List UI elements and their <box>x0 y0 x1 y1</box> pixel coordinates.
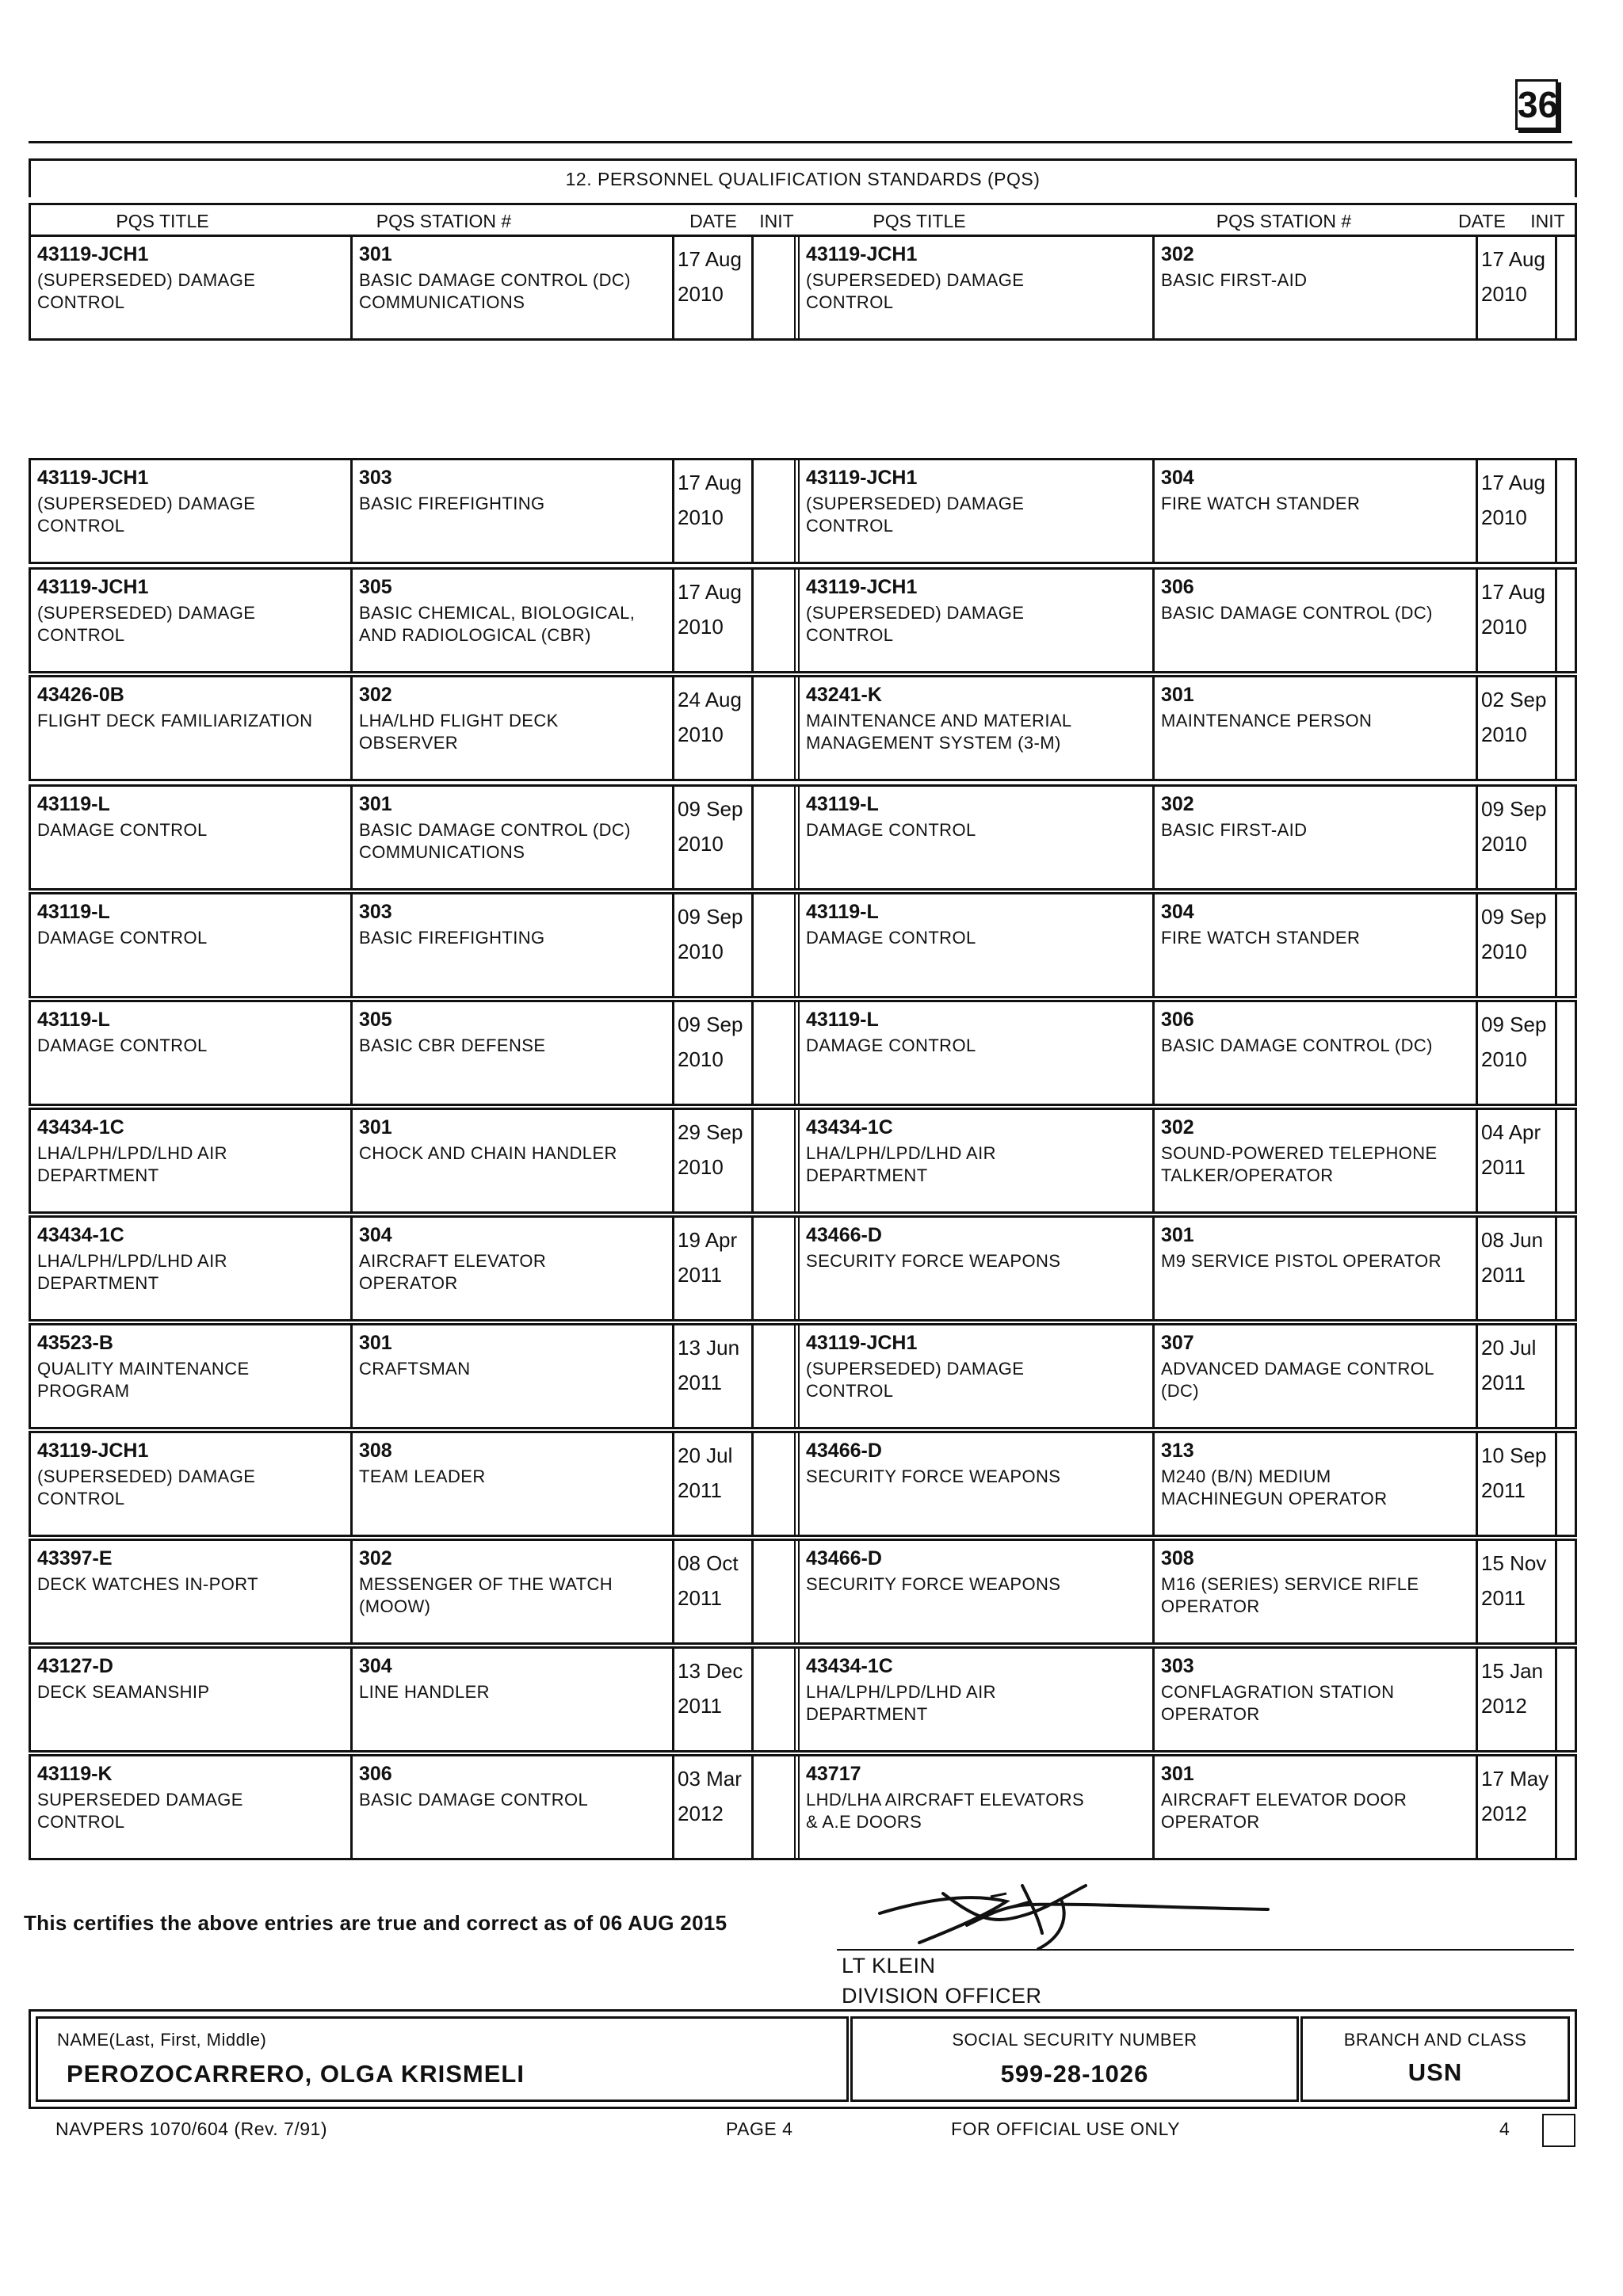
header-date-left: DATE <box>689 211 737 231</box>
init-cell <box>1557 1218 1575 1319</box>
table-row <box>29 1539 1577 1645</box>
pqs-title-cell <box>31 237 353 338</box>
station-number: 303 <box>1161 1655 1194 1677</box>
date-cell <box>1478 1325 1557 1427</box>
station-number: 306 <box>359 1763 392 1785</box>
pqs-code: 43119-L <box>37 901 110 923</box>
station-number: 301 <box>359 243 392 265</box>
pqs-code: 43119-JCH1 <box>37 243 149 265</box>
qualification-date: 09 Sep 2010 <box>1481 797 1547 856</box>
station-description: BASIC FIREFIGHTING <box>359 928 545 948</box>
qualification-date: 20 Jul 2011 <box>1481 1336 1537 1394</box>
footer-checkbox[interactable] <box>1542 2114 1575 2147</box>
station-number: 306 <box>1161 1009 1194 1031</box>
pqs-code: 43119-L <box>37 793 110 815</box>
init-cell <box>754 1325 800 1427</box>
footer-page-number: 4 <box>1499 2119 1510 2139</box>
station-number: 302 <box>359 1547 392 1569</box>
table-row <box>29 1754 1577 1860</box>
station-description: LINE HANDLER <box>359 1682 490 1702</box>
pqs-title: (SUPERSEDED) DAMAGE CONTROL <box>37 494 256 536</box>
qualification-date: 02 Sep 2010 <box>1481 688 1547 746</box>
pqs-title-cell <box>31 460 353 562</box>
station-description: FIRE WATCH STANDER <box>1161 494 1361 513</box>
header-pqs-title-right: PQS TITLE <box>873 211 966 231</box>
pqs-code: 43119-JCH1 <box>37 1440 149 1462</box>
station-description: CRAFTSMAN <box>359 1359 471 1379</box>
table-row <box>29 1108 1577 1214</box>
pqs-title-cell <box>31 1433 353 1535</box>
init-cell <box>754 1649 800 1750</box>
table-row <box>29 784 1577 891</box>
pqs-code: 43119-JCH1 <box>806 1332 918 1354</box>
header-init-left: INIT <box>759 211 794 231</box>
date-cell <box>674 570 754 671</box>
section-title: 12. PERSONNEL QUALIFICATION STANDARDS (PQS) <box>29 158 1577 197</box>
pqs-title: DECK SEAMANSHIP <box>37 1682 210 1702</box>
date-cell <box>674 787 754 888</box>
pqs-title-cell <box>800 1110 1155 1211</box>
init-cell <box>754 460 800 562</box>
station-number: 304 <box>359 1655 392 1677</box>
footer-page: PAGE 4 <box>726 2119 793 2139</box>
init-cell <box>1557 787 1575 888</box>
station-description: BASIC CBR DEFENSE <box>359 1035 546 1055</box>
pqs-code: 43241-K <box>806 684 882 706</box>
date-cell <box>674 677 754 779</box>
table-row <box>29 1215 1577 1322</box>
pqs-title: LHA/LPH/LPD/LHD AIR DEPARTMENT <box>37 1251 227 1293</box>
station-description: BASIC FIREFIGHTING <box>359 494 545 513</box>
station-number: 304 <box>1161 901 1194 923</box>
station-number: 304 <box>359 1224 392 1246</box>
pqs-title: LHD/LHA AIRCRAFT ELEVATORS & A.E DOORS <box>806 1790 1085 1832</box>
station-description: LHA/LHD FLIGHT DECK OBSERVER <box>359 711 559 753</box>
pqs-title: SUPERSEDED DAMAGE CONTROL <box>37 1790 243 1832</box>
pqs-station-cell <box>353 677 674 779</box>
pqs-code: 43434-1C <box>37 1116 124 1138</box>
station-number: 303 <box>359 467 392 489</box>
pqs-code: 43397-E <box>37 1547 113 1569</box>
pqs-code: 43119-L <box>806 793 879 815</box>
init-cell <box>754 677 800 779</box>
station-number: 301 <box>359 1332 392 1354</box>
certification-statement: This certifies the above entries are true and correct as of 06 AUG 2015 <box>24 1911 727 1935</box>
init-cell <box>754 1218 800 1319</box>
station-number: 306 <box>1161 576 1194 598</box>
station-number: 308 <box>359 1440 392 1462</box>
station-description: MAINTENANCE PERSON <box>1161 711 1373 730</box>
qualification-date: 09 Sep 2010 <box>1481 1013 1547 1071</box>
pqs-code: 43119-JCH1 <box>37 467 149 489</box>
qualification-date: 19 Apr 2011 <box>678 1228 738 1287</box>
pqs-title: DAMAGE CONTROL <box>806 820 976 840</box>
station-description: CHOCK AND CHAIN HANDLER <box>359 1143 617 1163</box>
pqs-station-cell <box>353 1756 674 1858</box>
ssn-value: 599-28-1026 <box>1000 2060 1149 2088</box>
pqs-station-cell <box>353 1110 674 1211</box>
pqs-station-cell <box>1155 894 1478 996</box>
pqs-code: 43127-D <box>37 1655 113 1677</box>
pqs-station-cell <box>1155 1649 1478 1750</box>
pqs-title: DAMAGE CONTROL <box>37 1035 208 1055</box>
name-label: NAME(Last, First, Middle) <box>57 2030 267 2050</box>
pqs-title-cell <box>31 1325 353 1427</box>
table-row <box>29 675 1577 781</box>
pqs-station-cell <box>1155 1756 1478 1858</box>
station-description: M9 SERVICE PISTOL OPERATOR <box>1161 1251 1442 1271</box>
pqs-code: 43119-L <box>806 1009 879 1031</box>
qualification-date: 04 Apr 2011 <box>1481 1120 1541 1179</box>
station-number: 307 <box>1161 1332 1194 1354</box>
init-cell <box>1557 460 1575 562</box>
init-cell <box>754 1002 800 1104</box>
station-number: 313 <box>1161 1440 1194 1462</box>
station-description: M16 (SERIES) SERVICE RIFLE OPERATOR <box>1161 1574 1419 1616</box>
form-number: NAVPERS 1070/604 (Rev. 7/91) <box>55 2119 327 2139</box>
qualification-date: 13 Dec 2011 <box>678 1659 743 1718</box>
pqs-station-cell <box>1155 1541 1478 1642</box>
pqs-title: (SUPERSEDED) DAMAGE CONTROL <box>806 494 1025 536</box>
pqs-title: DAMAGE CONTROL <box>37 928 208 948</box>
station-description: BASIC FIRST-AID <box>1161 820 1308 840</box>
pqs-title: SECURITY FORCE WEAPONS <box>806 1466 1061 1486</box>
pqs-title-cell <box>800 677 1155 779</box>
pqs-title-cell <box>800 1218 1155 1319</box>
pqs-title: DECK WATCHES IN-PORT <box>37 1574 258 1594</box>
date-cell <box>674 237 754 338</box>
header-init-right: INIT <box>1530 211 1565 231</box>
officer-title: DIVISION OFFICER <box>842 1984 1042 2008</box>
pqs-station-cell <box>1155 1218 1478 1319</box>
station-number: 304 <box>1161 467 1194 489</box>
station-description: FIRE WATCH STANDER <box>1161 928 1361 948</box>
ssn-label: SOCIAL SECURITY NUMBER <box>952 2030 1197 2050</box>
station-description: AIRCRAFT ELEVATOR OPERATOR <box>359 1251 547 1293</box>
pqs-station-cell <box>353 1541 674 1642</box>
pqs-station-cell <box>353 237 674 338</box>
init-cell <box>1557 1325 1575 1427</box>
date-cell <box>1478 1649 1557 1750</box>
pqs-code: 43119-JCH1 <box>37 576 149 598</box>
station-number: 301 <box>1161 684 1194 706</box>
pqs-title-cell <box>31 1110 353 1211</box>
pqs-station-cell <box>1155 1433 1478 1535</box>
station-number: 302 <box>1161 243 1194 265</box>
init-cell <box>1557 677 1575 779</box>
init-cell <box>1557 1756 1575 1858</box>
station-description: BASIC DAMAGE CONTROL (DC) COMMUNICATIONS <box>359 820 631 862</box>
pqs-title-cell <box>800 894 1155 996</box>
pqs-station-cell <box>1155 237 1478 338</box>
date-cell <box>674 1649 754 1750</box>
pqs-station-cell <box>1155 1002 1478 1104</box>
pqs-title: LHA/LPH/LPD/LHD AIR DEPARTMENT <box>806 1682 996 1724</box>
pqs-code: 43119-L <box>806 901 879 923</box>
date-cell <box>1478 1433 1557 1535</box>
header-pqs-title-left: PQS TITLE <box>116 211 209 231</box>
qualification-date: 20 Jul 2011 <box>678 1444 733 1502</box>
pqs-title: SECURITY FORCE WEAPONS <box>806 1574 1061 1594</box>
page-marker: 36 <box>1515 79 1558 130</box>
table-row <box>29 892 1577 998</box>
pqs-code: 43434-1C <box>806 1655 893 1677</box>
pqs-station-cell <box>1155 1325 1478 1427</box>
table-row <box>29 1000 1577 1106</box>
identity-box <box>29 2009 1577 2109</box>
init-cell <box>1557 1110 1575 1211</box>
pqs-station-cell <box>1155 677 1478 779</box>
pqs-title-cell <box>31 1541 353 1642</box>
table-row <box>29 1323 1577 1429</box>
date-cell <box>674 894 754 996</box>
pqs-title: DAMAGE CONTROL <box>806 928 976 948</box>
pqs-code: 43119-JCH1 <box>806 243 918 265</box>
qualification-date: 17 May 2012 <box>1481 1767 1549 1825</box>
name-field <box>36 2016 849 2102</box>
pqs-code: 43466-D <box>806 1440 882 1462</box>
date-cell <box>1478 677 1557 779</box>
pqs-title-cell <box>31 1002 353 1104</box>
pqs-station-cell <box>353 460 674 562</box>
pqs-title: LHA/LPH/LPD/LHD AIR DEPARTMENT <box>37 1143 227 1185</box>
init-cell <box>754 1541 800 1642</box>
station-description: BASIC DAMAGE CONTROL (DC) <box>1161 603 1433 623</box>
init-cell <box>1557 1541 1575 1642</box>
qualification-date: 03 Mar 2012 <box>678 1767 742 1825</box>
pqs-station-cell <box>1155 1110 1478 1211</box>
pqs-title-cell <box>31 1649 353 1750</box>
qualification-date: 09 Sep 2010 <box>1481 905 1547 963</box>
init-cell <box>754 787 800 888</box>
init-cell <box>754 1756 800 1858</box>
qualification-date: 15 Nov 2011 <box>1481 1551 1547 1610</box>
pqs-title: (SUPERSEDED) DAMAGE CONTROL <box>806 1359 1025 1401</box>
pqs-title-cell <box>800 1325 1155 1427</box>
officer-name: LT KLEIN <box>842 1954 936 1978</box>
pqs-title-cell <box>800 787 1155 888</box>
date-cell <box>674 1218 754 1319</box>
pqs-title: (SUPERSEDED) DAMAGE CONTROL <box>37 270 256 312</box>
pqs-station-cell <box>353 1649 674 1750</box>
pqs-title-cell <box>31 787 353 888</box>
pqs-title: MAINTENANCE AND MATERIAL MANAGEMENT SYSTEM (3-M) <box>806 711 1072 753</box>
pqs-title-cell <box>800 570 1155 671</box>
pqs-title-cell <box>31 570 353 671</box>
pqs-title-cell <box>31 894 353 996</box>
signature <box>872 1870 1284 1957</box>
qualification-date: 08 Jun 2011 <box>1481 1228 1544 1287</box>
date-cell <box>674 1325 754 1427</box>
init-cell <box>754 1433 800 1535</box>
pqs-title: SECURITY FORCE WEAPONS <box>806 1251 1061 1271</box>
pqs-station-cell <box>1155 570 1478 671</box>
station-number: 301 <box>1161 1763 1194 1785</box>
init-cell <box>754 1110 800 1211</box>
qualification-date: 17 Aug 2010 <box>678 471 742 529</box>
header-date-right: DATE <box>1458 211 1506 231</box>
table-row <box>29 458 1577 564</box>
date-cell <box>674 1433 754 1535</box>
pqs-title-cell <box>800 1756 1155 1858</box>
qualification-date: 09 Sep 2010 <box>678 905 743 963</box>
init-cell <box>1557 1002 1575 1104</box>
station-number: 302 <box>359 684 392 706</box>
date-cell <box>1478 460 1557 562</box>
qualification-date: 13 Jun 2011 <box>678 1336 740 1394</box>
init-cell <box>1557 894 1575 996</box>
branch-label: BRANCH AND CLASS <box>1343 2030 1527 2050</box>
pqs-title: DAMAGE CONTROL <box>37 820 208 840</box>
qualification-date: 29 Sep 2010 <box>678 1120 743 1179</box>
pqs-code: 43434-1C <box>806 1116 893 1138</box>
pqs-title-cell <box>31 1218 353 1319</box>
station-number: 301 <box>359 1116 392 1138</box>
pqs-code: 43434-1C <box>37 1224 124 1246</box>
station-number: 301 <box>359 793 392 815</box>
pqs-station-cell <box>1155 460 1478 562</box>
pqs-title: FLIGHT DECK FAMILIARIZATION <box>37 711 313 730</box>
pqs-title-cell <box>800 460 1155 562</box>
station-description: M240 (B/N) MEDIUM MACHINEGUN OPERATOR <box>1161 1466 1388 1508</box>
pqs-title-cell <box>800 1433 1155 1535</box>
date-cell <box>1478 237 1557 338</box>
date-cell <box>1478 1756 1557 1858</box>
init-cell <box>1557 237 1575 338</box>
pqs-code: 43119-L <box>37 1009 110 1031</box>
date-cell <box>674 1541 754 1642</box>
date-cell <box>1478 1541 1557 1642</box>
station-description: CONFLAGRATION STATION OPERATOR <box>1161 1682 1395 1724</box>
station-number: 308 <box>1161 1547 1194 1569</box>
pqs-code: 43426-0B <box>37 684 124 706</box>
pqs-title: (SUPERSEDED) DAMAGE CONTROL <box>806 603 1025 645</box>
pqs-code: 43523-B <box>37 1332 113 1354</box>
ssn-field <box>850 2016 1299 2102</box>
pqs-station-cell <box>353 894 674 996</box>
init-cell <box>1557 570 1575 671</box>
pqs-title: QUALITY MAINTENANCE PROGRAM <box>37 1359 250 1401</box>
qualification-date: 17 Aug 2010 <box>1481 580 1545 639</box>
date-cell <box>674 460 754 562</box>
pqs-station-cell <box>353 1325 674 1427</box>
pqs-station-cell <box>353 787 674 888</box>
station-description: ADVANCED DAMAGE CONTROL (DC) <box>1161 1359 1434 1401</box>
init-cell <box>1557 1649 1575 1750</box>
signing-officer <box>842 1951 1042 2011</box>
pqs-title-cell <box>800 237 1155 338</box>
station-number: 301 <box>1161 1224 1194 1246</box>
date-cell <box>1478 1110 1557 1211</box>
station-description: BASIC DAMAGE CONTROL <box>359 1790 589 1810</box>
pqs-title: (SUPERSEDED) DAMAGE CONTROL <box>37 1466 256 1508</box>
init-cell <box>754 570 800 671</box>
pqs-code: 43717 <box>806 1763 861 1785</box>
qualification-date: 10 Sep 2011 <box>1481 1444 1547 1502</box>
pqs-code: 43466-D <box>806 1547 882 1569</box>
qualification-date: 17 Aug 2010 <box>1481 247 1545 306</box>
init-cell <box>1557 1433 1575 1535</box>
date-cell <box>1478 894 1557 996</box>
top-rule <box>29 141 1572 143</box>
date-cell <box>674 1002 754 1104</box>
station-description: TEAM LEADER <box>359 1466 486 1486</box>
station-description: MESSENGER OF THE WATCH (MOOW) <box>359 1574 613 1616</box>
pqs-code: 43119-JCH1 <box>806 467 918 489</box>
qualification-date: 17 Aug 2010 <box>1481 471 1545 529</box>
station-description: BASIC DAMAGE CONTROL (DC) <box>1161 1035 1433 1055</box>
pqs-title-cell <box>800 1541 1155 1642</box>
table-row <box>29 567 1577 673</box>
date-cell <box>1478 787 1557 888</box>
station-number: 302 <box>1161 1116 1194 1138</box>
qualification-date: 17 Aug 2010 <box>678 247 742 306</box>
pqs-title: DAMAGE CONTROL <box>806 1035 976 1055</box>
pqs-title: (SUPERSEDED) DAMAGE CONTROL <box>806 270 1025 312</box>
qualification-date: 08 Oct 2011 <box>678 1551 739 1610</box>
pqs-title-cell <box>31 1756 353 1858</box>
date-cell <box>1478 1218 1557 1319</box>
pqs-code: 43466-D <box>806 1224 882 1246</box>
pqs-code: 43119-K <box>37 1763 113 1785</box>
pqs-title: (SUPERSEDED) DAMAGE CONTROL <box>37 603 256 645</box>
date-cell <box>1478 1002 1557 1104</box>
pqs-code: 43119-JCH1 <box>806 576 918 598</box>
date-cell <box>1478 570 1557 671</box>
pqs-station-cell <box>353 1433 674 1535</box>
pqs-station-cell <box>353 1002 674 1104</box>
init-cell <box>754 237 800 338</box>
station-number: 305 <box>359 1009 392 1031</box>
date-cell <box>674 1756 754 1858</box>
station-description: BASIC DAMAGE CONTROL (DC) COMMUNICATIONS <box>359 270 631 312</box>
station-number: 302 <box>1161 793 1194 815</box>
station-description: AIRCRAFT ELEVATOR DOOR OPERATOR <box>1161 1790 1407 1832</box>
station-number: 305 <box>359 576 392 598</box>
pqs-title: LHA/LPH/LPD/LHD AIR DEPARTMENT <box>806 1143 996 1185</box>
table-row <box>29 235 1577 341</box>
qualification-date: 09 Sep 2010 <box>678 1013 743 1071</box>
pqs-title-cell <box>800 1649 1155 1750</box>
qualification-date: 17 Aug 2010 <box>678 580 742 639</box>
station-description: BASIC FIRST-AID <box>1161 270 1308 290</box>
branch-value: USN <box>1407 2058 1463 2086</box>
station-description: SOUND-POWERED TELEPHONE TALKER/OPERATOR <box>1161 1143 1438 1185</box>
header-pqs-station-right: PQS STATION # <box>1216 211 1352 231</box>
pqs-title-cell <box>31 677 353 779</box>
pqs-station-cell <box>353 1218 674 1319</box>
pqs-title-cell <box>800 1002 1155 1104</box>
station-description: BASIC CHEMICAL, BIOLOGICAL, AND RADIOLOGICAL (CBR) <box>359 603 636 645</box>
official-use-notice: FOR OFFICIAL USE ONLY <box>951 2119 1181 2139</box>
table-row <box>29 1431 1577 1537</box>
pqs-station-cell <box>1155 787 1478 888</box>
pqs-station-cell <box>353 570 674 671</box>
table-row <box>29 1646 1577 1753</box>
qualification-date: 09 Sep 2010 <box>678 797 743 856</box>
header-pqs-station-left: PQS STATION # <box>376 211 512 231</box>
init-cell <box>754 894 800 996</box>
qualification-date: 15 Jan 2012 <box>1481 1659 1544 1718</box>
branch-field <box>1300 2016 1570 2102</box>
station-number: 303 <box>359 901 392 923</box>
name-value: PEROZOCARRERO, OLGA KRISMELI <box>67 2060 525 2088</box>
qualification-date: 24 Aug 2010 <box>678 688 742 746</box>
date-cell <box>674 1110 754 1211</box>
